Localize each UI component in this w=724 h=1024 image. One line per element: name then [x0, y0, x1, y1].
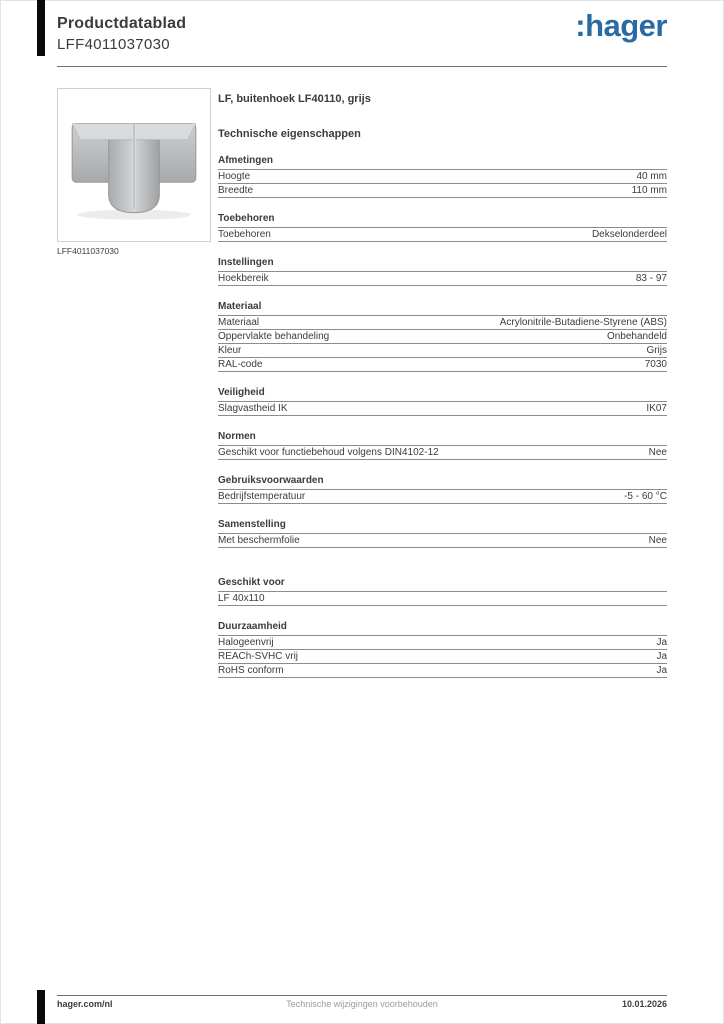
- print-mark-top: [37, 0, 45, 56]
- spec-value: Acrylonitrile-Butadiene-Styrene (ABS): [499, 317, 667, 328]
- spec-value: Nee: [648, 535, 667, 546]
- header-divider: [57, 66, 667, 67]
- spec-label: Oppervlakte behandeling: [218, 331, 330, 342]
- spec-section: [218, 432, 667, 460]
- spec-row: [218, 316, 667, 330]
- product-image-frame: [57, 88, 211, 242]
- spec-row: [218, 446, 667, 460]
- spec-value: Ja: [656, 651, 667, 662]
- spec-label: Hoogte: [218, 171, 251, 182]
- spec-value: Onbehandeld: [606, 331, 667, 342]
- spec-row: [218, 170, 667, 184]
- hager-logo: :hager: [575, 8, 667, 43]
- spec-row: [218, 184, 667, 198]
- spec-section: [218, 622, 667, 678]
- spec-row: [218, 664, 667, 678]
- spec-label: Halogeenvrij: [218, 637, 274, 648]
- spec-value: 110 mm: [631, 185, 667, 196]
- spec-label: Materiaal: [218, 317, 260, 328]
- product-image-caption: LFF4011037030: [57, 246, 119, 256]
- spec-label: Kleur: [218, 345, 242, 356]
- spec-value: IK07: [646, 403, 667, 414]
- spec-content: [218, 94, 667, 678]
- spec-row: [218, 402, 667, 416]
- section-title: Duurzaamheid: [218, 622, 667, 636]
- tech-properties-heading: Technische eigenschappen: [218, 128, 361, 140]
- spec-value: Dekselonderdeel: [591, 229, 667, 240]
- spec-row: [218, 358, 667, 372]
- spec-value: Nee: [648, 447, 667, 458]
- spec-label: RAL-code: [218, 359, 263, 370]
- spec-section: [218, 214, 667, 242]
- section-title: Normen: [218, 432, 667, 446]
- spec-sections: [218, 156, 667, 678]
- spec-row: [218, 592, 667, 606]
- spec-value: 40 mm: [636, 171, 667, 182]
- spec-row: [218, 534, 667, 548]
- spec-value: -5 - 60 °C: [624, 491, 667, 502]
- document-title: Productdatablad: [57, 15, 187, 32]
- header-product-reference: LFF4011037030: [57, 36, 170, 53]
- spec-row: [218, 636, 667, 650]
- section-title: Samenstelling: [218, 520, 667, 534]
- spec-value: Ja: [656, 665, 667, 676]
- spec-section: [218, 258, 667, 286]
- spec-label: Toebehoren: [218, 229, 271, 240]
- footer: [57, 999, 667, 1013]
- section-title: Afmetingen: [218, 156, 667, 170]
- section-title: Veiligheid: [218, 388, 667, 402]
- spec-label: LF 40x110: [218, 593, 265, 604]
- spec-row: [218, 272, 667, 286]
- section-title: Materiaal: [218, 302, 667, 316]
- spec-row: [218, 490, 667, 504]
- spec-label: Bedrijfstemperatuur: [218, 491, 306, 502]
- spec-label: REACh-SVHC vrij: [218, 651, 299, 662]
- spec-label: Hoekbereik: [218, 273, 269, 284]
- spec-row: [218, 228, 667, 242]
- spec-value: Grijs: [646, 345, 667, 356]
- section-title: Geschikt voor: [218, 578, 667, 592]
- spec-value: 83 - 97: [635, 273, 667, 284]
- spec-value: 7030: [644, 359, 667, 370]
- spec-row: [218, 344, 667, 358]
- footer-date: 10.01.2026: [621, 999, 667, 1009]
- product-title: LF, buitenhoek LF40110, grijs: [218, 93, 371, 105]
- product-image: [58, 89, 210, 241]
- spec-label: Breedte: [218, 185, 254, 196]
- footer-notice: Technische wijzigingen voorbehouden: [286, 999, 438, 1009]
- spec-section: [218, 520, 667, 548]
- spec-section: [218, 302, 667, 372]
- spec-section: [218, 476, 667, 504]
- spec-section: [218, 388, 667, 416]
- footer-website: hager.com/nl: [57, 999, 113, 1009]
- spec-row: [218, 650, 667, 664]
- spec-section: [218, 578, 667, 606]
- spec-row: [218, 330, 667, 344]
- spec-label: Met beschermfolie: [218, 535, 300, 546]
- section-title: Instellingen: [218, 258, 667, 272]
- spec-label: Slagvastheid IK: [218, 403, 288, 414]
- section-title: Gebruiksvoorwaarden: [218, 476, 667, 490]
- spec-label: RoHS conform: [218, 665, 284, 676]
- spec-section: [218, 156, 667, 198]
- spec-label: Geschikt voor functiebehoud volgens DIN4102-12: [218, 447, 439, 458]
- footer-divider: [57, 995, 667, 996]
- section-title: Toebehoren: [218, 214, 667, 228]
- print-mark-bottom: [37, 990, 45, 1024]
- spec-value: Ja: [656, 637, 667, 648]
